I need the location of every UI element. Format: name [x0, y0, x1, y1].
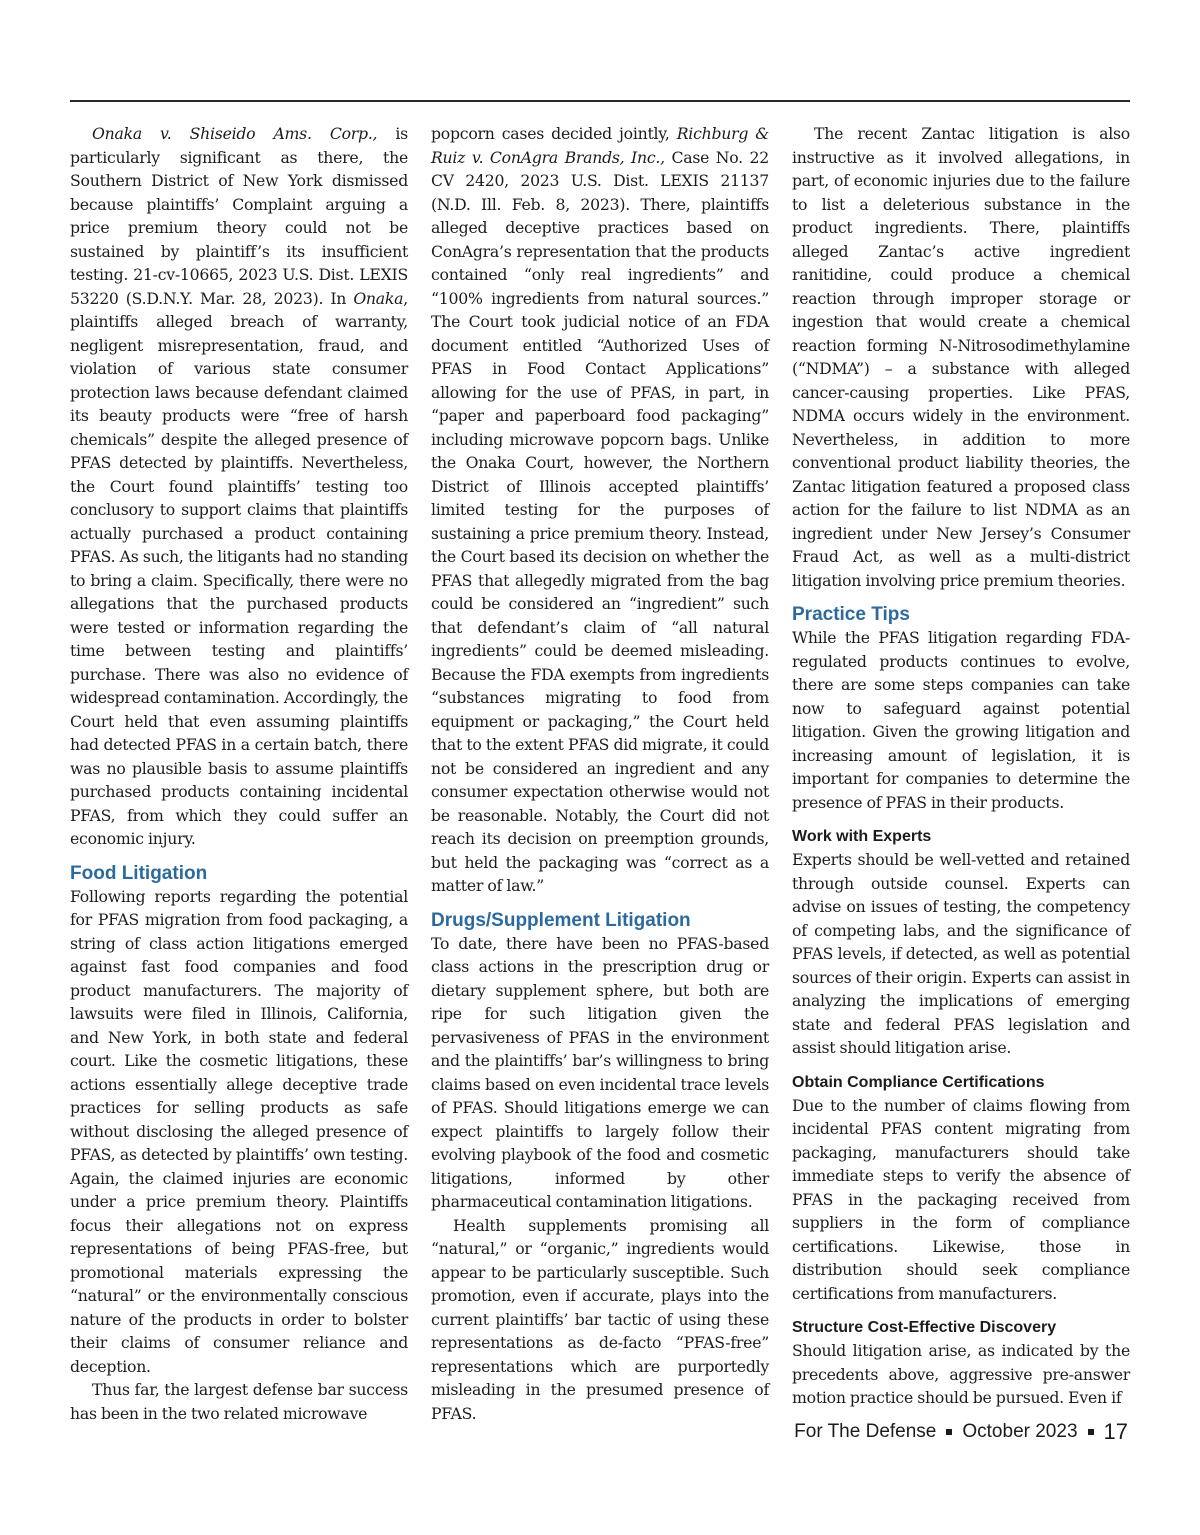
publication-name: For The Defense	[794, 1421, 937, 1442]
subheading-cost-effective-discovery: Structure Cost-Effective Discovery	[792, 1319, 1057, 1336]
paragraph-text: popcorn cases decided jointly,	[431, 124, 677, 143]
paragraph: Should litigation arise, as indicated by the precedents above, aggressive pre-answer motion practice should be pursued. Even if	[792, 1341, 1130, 1407]
case-citation: Richburg & Ruiz v. ConAgra Brands, Inc.,	[431, 124, 769, 167]
column-3	[792, 122, 1130, 1410]
column-2	[431, 122, 769, 1425]
paragraph: Following reports regarding the potential for PFAS migration from food packaging, a string of class action litigations emerged against fast food companies and food product manufacturers. The majority of lawsuits were filed in Illinois, California, and New York, in both state and federal court. Like the cosmetic litigations, these actions essentially allege deceptive trade practices for selling products as safe without disclosing the alleged presence of PFAS, as detected by plaintiffs’ own testing. Again, the claimed injuries are economic under a price premium theory. Plaintiffs focus their allegations not on express representations of being PFAS-free, but promotional materials expressing the “natural” or the environmentally conscious nature of the products in order to bolster their claims of consumer reliance and deception.	[70, 886, 408, 1376]
section-heading-food-litigation: Food Litigation	[70, 862, 208, 884]
paragraph: Experts should be well-vetted and retained through outside counsel. Experts can advise on issues of testing, the competency of competing labs, and the significance of PFAS levels, if detected, as well as potential sources of their origin. Experts can assist in analyzing the implications of emerging state and federal PFAS legislation and assist should litigation arise.	[792, 850, 1130, 1057]
header-rule	[70, 100, 1130, 102]
paragraph: The recent Zantac litigation is also instructive as it involved allegations, in part, of economic injuries due to the failure to list a deleterious substance in the product ingredients. There, plaintiffs alleged Zantac’s active ingredient ranitidine, could produce a chemical reaction through improper storage or ingestion that would create a chemical reaction forming N-Nitrosodimethylamine (“NDMA”) – a substance with alleged cancer-causing properties. Like PFAS, NDMA occurs widely in the environment. Nevertheless, in addition to more conventional product liability theories, the Zantac litigation featured a proposed class action for the failure to list NDMA as an ingredient under New Jersey’s Consumer Fraud Act, as well as a multi-district litigation involving price premium theories.	[792, 124, 1130, 590]
paragraph	[431, 122, 769, 898]
paragraph: Thus far, the largest defense bar success has been in the two related microwave	[70, 1380, 408, 1423]
paragraph	[70, 122, 408, 851]
subheading-compliance-certifications: Obtain Compliance Certifications	[792, 1073, 1045, 1091]
paragraph-text: , plaintiffs alleged breach of warranty, negligent misrepresentation, fraud, and violation of various state consumer protection laws because defendant claimed its beauty products were “free of harsh chemicals” despite the alleged presence of PFAS detected by plaintiffs. Nevertheless, the Court found plaintiffs’ testing too conclusory to support claims that plaintiffs actually purchased a product containing PFAS. As such, the litigants had no standing to bring a claim. Specifically, there were no allegations that the purchased products were tested or information regarding the time between testing and plaintiffs’ purchase. There was also no evidence of widespread contamination. Accordingly, the Court held that even assuming plaintiffs had detected PFAS in a certain batch, there was no plausible basis to assume plaintiffs purchased products containing incidental PFAS, from which they could suffer an economic injury.	[70, 288, 408, 848]
case-name: Onaka	[353, 288, 404, 308]
section-heading-practice-tips: Practice Tips	[792, 604, 910, 625]
paragraph: Health supplements promising all “natural,” or “organic,” ingredients would appear to be particularly susceptible. Such promotion, even if accurate, plays into the current plaintiffs’ bar tactic of using these representations as de-facto “PFAS-free” representations which are purportedly misleading in the presumed presence of PFAS.	[431, 1215, 769, 1423]
column-1	[70, 122, 408, 1425]
publication-date: October 2023	[962, 1421, 1078, 1442]
paragraph: To date, there have been no PFAS-based class actions in the prescription drug or dietary supplement sphere, but both are ripe for such litigation given the pervasiveness of PFAS in the environment and the plaintiffs’ bar’s willingness to bring claims based on even incidental trace levels of PFAS. Should litigations emerge we can expect plaintiffs to largely follow their evolving playbook of the food and cosmetic litigations, informed by other pharmaceutical contamination litigations.	[431, 933, 769, 1211]
paragraph: While the PFAS litigation regarding FDA-regulated products continues to evolve, there are some steps companies can take now to safeguard against potential litigation. Given the growing litigation and increasing amount of legislation, it is important for companies to determine the presence of PFAS in their products.	[792, 628, 1130, 812]
paragraph-text: Case No. 22 CV 2420, 2023 U.S. Dist. LEXIS 21137 (N.D. Ill. Feb. 8, 2023). There, plaintiffs alleged deceptive practices based on ConAgra’s representation that the products contained “only real ingredients” and “100% ingredients from natural sources.” The Court took judicial notice of an FDA document entitled “Authorized Uses of PFAS in Food Contact Applications” allowing for the use of PFAS, in part, in “paper and paperboard food packaging” including microwave popcorn bags. Unlike the Onaka Court, however, the Northern District of Illinois accepted plaintiffs’ limited testing for the purposes of sustaining a price premium theory. Instead, the Court based its decision on whether the PFAS that allegedly migrated from the bag could be considered an “ingredient” such that defendant’s claim of “all natural ingredients” could be deemed misleading. Because the FDA exempts from ingredients “substances migrating to food from equipment or packaging,” the Court held that to the extent PFAS did migrate, it could not be considered an ingredient and any consumer expectation otherwise would not be reasonable. Notably, the Court did not reach its decision on preemption grounds, but held the packaging was “correct as a matter of law.”	[431, 147, 770, 895]
page-footer	[794, 1419, 1128, 1445]
paragraph: Due to the number of claims flowing from incidental PFAS content migrating from packaging, manufacturers should take immediate steps to verify the absence of PFAS in the packaging received from suppliers in the form of compliance certifications. Likewise, those in distribution should seek compliance certifications from manufacturers.	[792, 1095, 1130, 1303]
case-citation: Onaka v. Shiseido Ams. Corp.,	[92, 124, 378, 143]
subheading-work-with-experts: Work with Experts	[792, 828, 932, 845]
section-heading-drugs-supplement: Drugs/Supplement Litigation	[431, 909, 691, 931]
paragraph-text: is particularly significant as there, the Southern District of New York dismissed because plaintiffs’ Complaint arguing a price premium theory could not be sustained by plaintiff’s its insufficient testing. 21-cv-10665, 2023 U.S. Dist. LEXIS 53220 (S.D.N.Y. Mar. 28, 2023). In	[70, 124, 408, 308]
bullet-separator-icon	[946, 1429, 952, 1435]
bullet-separator-icon	[1088, 1429, 1094, 1435]
page-number: 17	[1103, 1419, 1128, 1444]
